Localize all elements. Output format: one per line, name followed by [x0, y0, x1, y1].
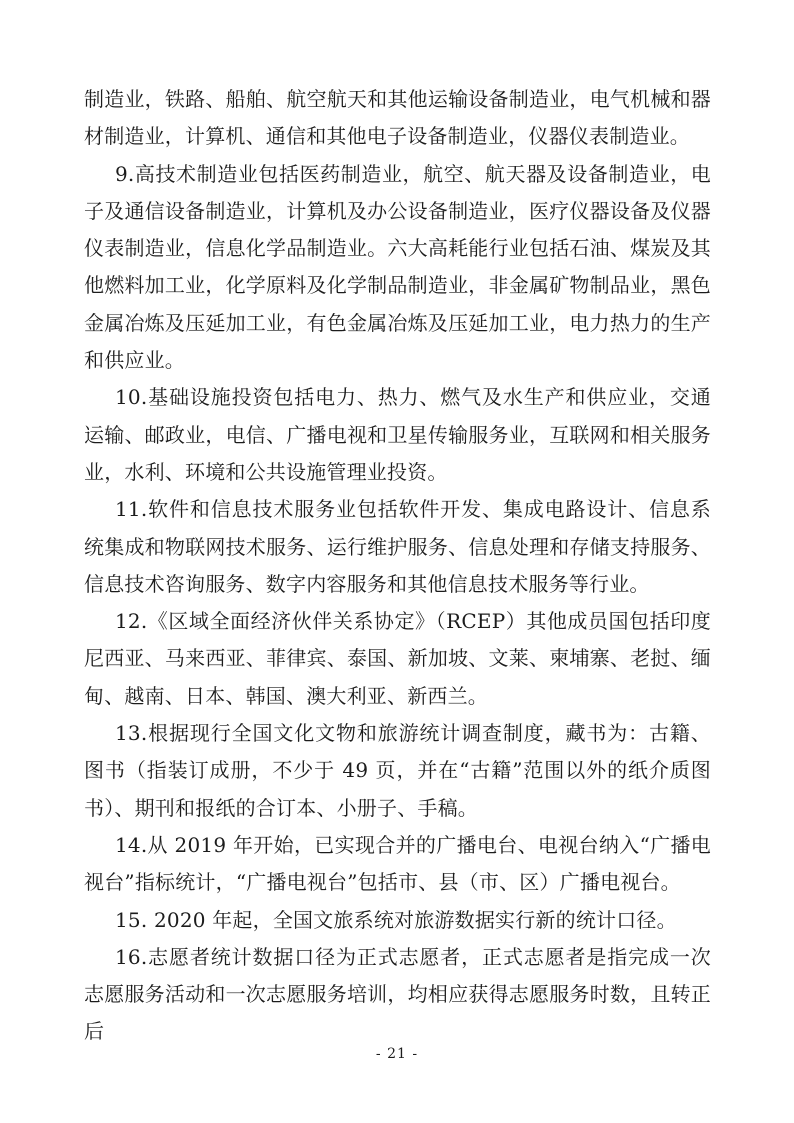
paragraph-note-16: 16.志愿者统计数据口径为正式志愿者，正式志愿者是指完成一次志愿服务活动和一次志愿服务培训，均相应获得志愿服务时数，且转正后: [84, 944, 711, 1044]
paragraph-note-12: 12.《区域全面经济伙伴关系协定》（RCEP）其他成员国包括印度尼西亚、马来西亚、菲律宾、泰国、新加坡、文莱、柬埔寨、老挝、缅甸、越南、日本、韩国、澳大利亚、新西兰。: [84, 609, 711, 708]
page-number: - 21 -: [375, 1046, 419, 1062]
paragraph-note-13: 13.根据现行全国文化文物和旅游统计调查制度，藏书为：古籍、图书（指装订成册，不少于 49 页，并在“古籍”范围以外的纸介质图书）、期刊和报纸的合订本、小册子、手稿。: [84, 721, 711, 820]
paragraph-note-10: 10.基础设施投资包括电力、热力、燃气及水生产和供应业，交通运输、邮政业，电信、广播电视和卫星传输服务业，互联网和相关服务业，水利、环境和公共设施管理业投资。: [84, 385, 711, 484]
paragraph-note-15: 15. 2020 年起，全国文旅系统对旅游数据实行新的统计口径。: [115, 907, 677, 932]
paragraph-note-14: 14.从 2019 年开始，已实现合并的广播电台、电视台纳入“广播电视台”指标统计，“广播电视台”包括市、县（市、区）广播电视台。: [84, 832, 711, 895]
paragraph-note-11: 11.软件和信息技术服务业包括软件开发、集成电路设计、信息系统集成和物联网技术服务、运行维护服务、信息处理和存储支持服务、信息技术咨询服务、数字内容服务和其他信息技术服务等行业。: [84, 497, 711, 596]
page-body-text: [84, 81, 711, 1051]
paragraph-continuation: 制造业，铁路、船舶、航空航天和其他运输设备制造业，电气机械和器材制造业，计算机、通信和其他电子设备制造业，仪器仪表制造业。: [84, 87, 711, 149]
paragraph-note-9: 9.高技术制造业包括医药制造业，航空、航天器及设备制造业，电子及通信设备制造业，计算机及办公设备制造业，医疗仪器设备及仪器仪表制造业，信息化学品制造业。六大高耗能行业包括石油、煤炭及其他燃料加工业，化学原料及化学制品制造业，非金属矿物制品业，黑色金属冶炼及压延加工业，有色金属冶炼及压延加工业，电力热力的生产和供应业。: [84, 161, 711, 373]
